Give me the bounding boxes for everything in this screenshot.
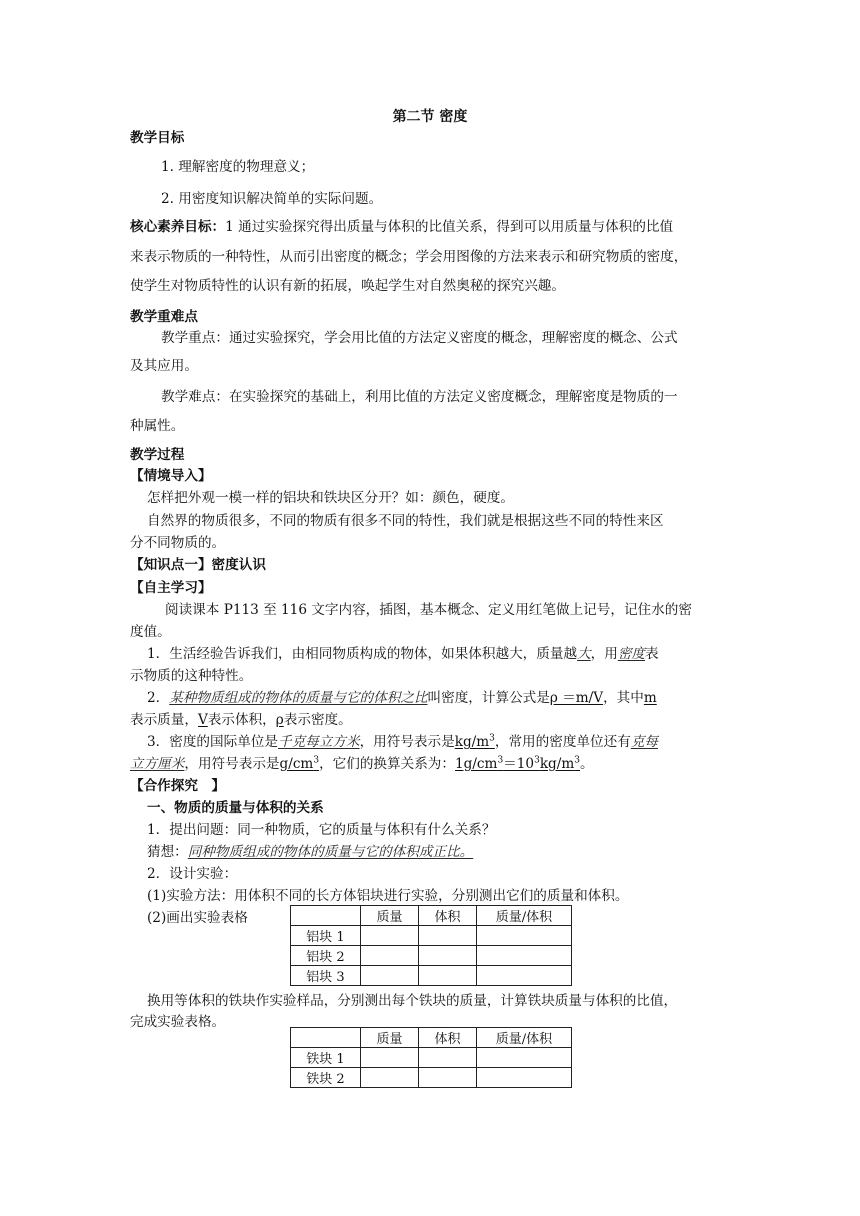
answer-field: 密度 [617,646,646,662]
superscript: 3 [534,755,540,766]
table-cell [361,1048,419,1068]
question-3-line-1 [147,732,658,752]
table-cell [361,946,419,966]
table-header-cell: 质量/体积 [477,906,572,926]
table-row [291,926,572,946]
step-1: 1．提出问题：同一种物质，它的质量与体积有什么关系？ [147,822,496,838]
table-cell [477,1068,572,1088]
goal-item-1: 1. 理解密度的物理意义； [161,159,315,175]
table-header-cell [291,1028,361,1048]
aluminum-table [290,905,572,986]
question-1-text-b: ，用 [590,646,618,662]
step-2-1: (1)实验方法：用体积不同的长方体铝块进行实验，分别测出它们的质量和体积。 [147,888,629,904]
answer-field: 同种物质组成的物体的质量与它的体积成正比。 [187,844,474,860]
row-label: 铁块 1 [291,1048,361,1068]
row-label: 铝块 2 [291,946,361,966]
core-literacy-text-1: 1 通过实验探究得出质量与体积的比值关系，得到可以用质量与体积的比值 [225,219,674,235]
step-2-2: (2)画出实验表格 [147,910,248,926]
guess-line [147,842,473,862]
row-label: 铝块 3 [291,966,361,986]
reading-line-1: 阅读课本 P113 至 116 文字内容，插图，基本概念、定义用红笔做上记号，记住水的密 [165,602,692,618]
table-row [291,1048,572,1068]
core-literacy-line-2: 来表示物质的一种特性，从而引出密度的概念；学会用图像的方法来表示和研究物质的密度， [130,249,688,265]
answer-field: ρ [275,712,284,728]
table-header-cell: 质量 [361,906,419,926]
table-header-cell: 体积 [419,1028,477,1048]
iron-table [290,1027,572,1088]
answer-field: ρ ＝m/V [549,690,604,706]
table-cell [477,946,572,966]
scenario-paragraph-1: 怎样把外观一模一样的铝块和铁块区分开？如：颜色，硬度。 [147,490,515,506]
process-heading: 教学过程 [130,447,185,463]
unit-text: kg/m [539,756,575,772]
question-1-text-a: 1．生活经验告诉我们，由相同物质构成的物体，如果体积越大，质量越 [147,646,578,662]
table-cell [419,926,477,946]
scenario-heading: 【情境导入】 [130,468,212,484]
question-2-text-f: 表示密度。 [283,712,352,728]
answer-field: 某种物质组成的物体的质量与它的体积之比 [169,690,428,706]
superscript: 3 [574,755,580,766]
answer-field: 大 [577,646,591,662]
table-row [291,1068,572,1088]
row-label: 铁块 2 [291,1068,361,1088]
table-row [291,966,572,986]
table-cell [419,1068,477,1088]
iron-line-1: 换用等体积的铁块作实验样品，分别测出每个铁块的质量，计算铁块质量与体积的比值， [147,993,678,1009]
question-2-text-a: 2． [147,690,170,706]
superscript: 3 [497,755,504,766]
focus-line-2: 及其应用。 [130,358,198,374]
table-header-cell: 质量/体积 [477,1028,572,1048]
answer-field [455,756,580,772]
guess-label: 猜想： [147,844,188,860]
question-2-text-c: ，其中 [603,690,644,706]
answer-field [280,756,320,772]
unit-text: kg/m [454,734,490,750]
answer-field: 克每 [630,734,658,750]
scenario-paragraph-2-line-1: 自然界的物质很多，不同的物质有很多不同的特性，我们就是根据这些不同的特性来区 [147,513,664,529]
table-cell [361,926,419,946]
question-3-text-f: 。 [579,756,594,772]
question-2-text-d: 表示质量， [130,712,198,728]
reading-line-2: 度值。 [130,624,171,640]
answer-field [455,734,495,750]
goal-item-2: 2. 用密度知识解决简单的实际问题。 [161,191,383,207]
knowledge-point-1-heading: 【知识点一】密度认识 [130,557,266,573]
core-literacy-line-3: 使学生对物质特性的认识有新的拓展，唤起学生对自然奥秘的探究兴趣。 [130,278,565,294]
unit-text: 1g/cm [455,756,498,772]
table-cell [361,1068,419,1088]
question-3-text-c: ，常用的密度单位还有 [494,734,631,750]
table-cell [477,1048,572,1068]
question-3-text-e: ，它们的换算关系为： [319,756,455,772]
difficulty-line-2: 种属性。 [130,418,185,434]
question-2-line-1 [147,688,657,708]
question-2-text-e: 表示体积， [207,712,276,728]
answer-field: 千克每立方米 [278,734,360,750]
unit-text: ＝10 [503,756,535,772]
section-1-heading: 一、物质的质量与体积的关系 [147,800,324,816]
answer-field: V [197,712,208,728]
question-3-text-b: ，用符号表示是 [359,734,455,750]
answer-field: 立方厘米 [130,756,185,772]
table-cell [361,966,419,986]
table-cell [419,946,477,966]
core-literacy-line-1 [130,217,673,237]
self-study-heading: 【自主学习】 [130,580,212,596]
row-label: 铝块 1 [291,926,361,946]
table-cell [419,1048,477,1068]
table-header-row [291,1028,572,1048]
table-header-cell [291,906,361,926]
question-3-line-2 [130,754,594,774]
question-2-line-2 [130,710,352,730]
table-cell [419,966,477,986]
difficulty-line-1: 教学难点：在实验探究的基础上，利用比值的方法定义密度概念，理解密度是物质的一 [161,389,678,405]
focus-line-1: 教学重点：通过实验探究，学会用比值的方法定义密度的概念，理解密度的概念、公式 [161,330,678,346]
step-2: 2．设计实验： [147,866,238,882]
question-1-text-c: 表 [645,646,659,662]
table-header-cell: 质量 [361,1028,419,1048]
question-1-line-1 [147,644,659,664]
superscript: 3 [313,755,320,766]
superscript: 3 [489,733,495,744]
table-cell [477,926,572,946]
scenario-paragraph-2-line-2: 分不同物质的。 [130,535,226,551]
unit-text: g/cm [279,756,314,772]
cooperative-heading: 【合作探究 】 [130,778,226,794]
key-difficult-heading: 教学重难点 [130,309,198,325]
iron-line-2: 完成实验表格。 [130,1014,226,1030]
teaching-goals-heading: 教学目标 [130,130,185,146]
table-header-cell: 体积 [419,906,477,926]
table-header-row [291,906,572,926]
question-3-text-a: 3．密度的国际单位是 [147,734,278,750]
question-3-text-d: ，用符号表示是 [184,756,280,772]
question-1-line-2: 示物质的这种特性。 [130,668,253,684]
question-2-text-b: 叫密度，计算公式是 [427,690,550,706]
table-cell [477,966,572,986]
answer-field: m [643,690,657,706]
table-row [291,946,572,966]
page-title: 第二节 密度 [392,109,468,125]
core-literacy-label: 核心素养目标： [130,219,226,235]
